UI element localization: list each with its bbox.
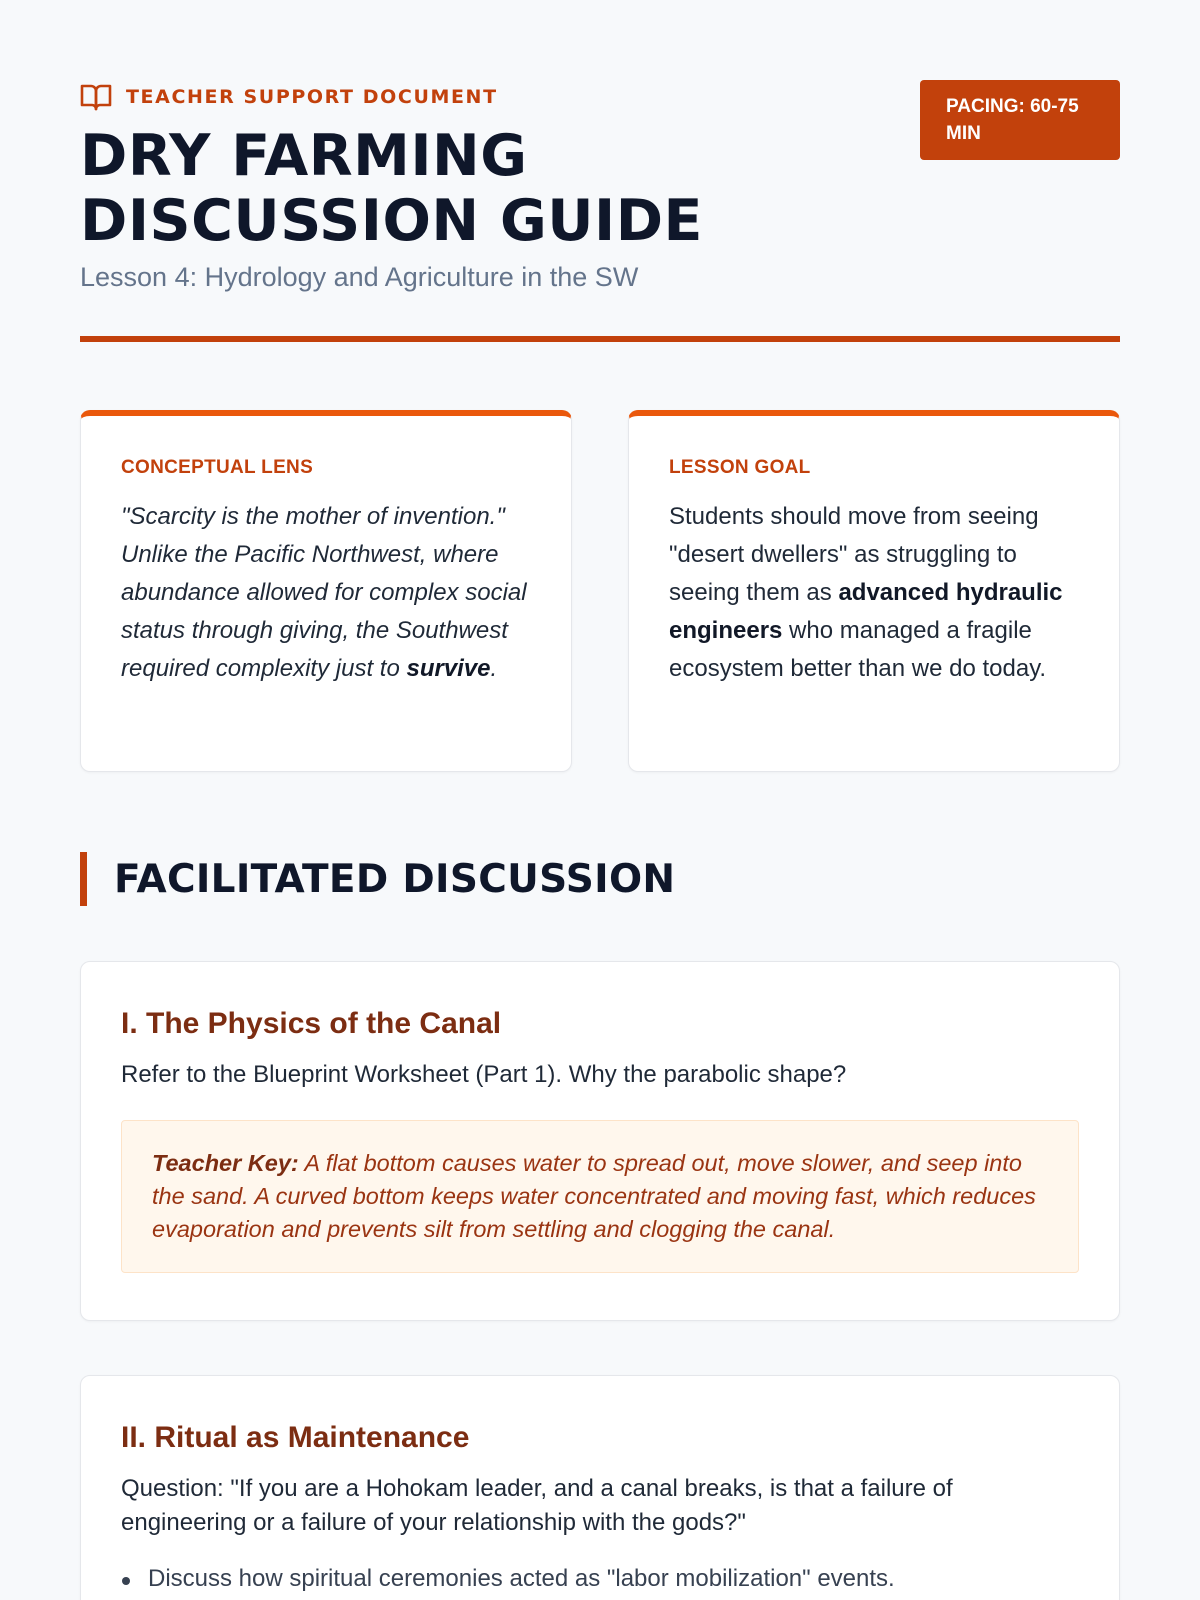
page-title: DRY FARMING DISCUSSION GUIDE (80, 123, 703, 254)
book-open-icon (80, 82, 112, 112)
goal-text-before: Students should move from seeing "desert dwellers" as struggling to seeing them as (669, 503, 1039, 606)
section-accent-bar (80, 852, 87, 906)
discussion-bullets (121, 1562, 1079, 1596)
goal-emphasis: advanced hydraulic engineers (669, 579, 1063, 644)
discussion-card-ritual (80, 1375, 1120, 1600)
discussion-prompt: Refer to the Blueprint Worksheet (Part 1). Why the parabolic shape? (121, 1061, 847, 1088)
header-divider (80, 336, 1120, 342)
document-header (80, 0, 1120, 342)
discussion-prompt: Question: "If you are a Hohokam leader, and a canal breaks, is that a failure of engineering or a failure of your relationship with the gods?" (121, 1475, 953, 1536)
conceptual-lens-card (80, 410, 572, 772)
lesson-goal-text (669, 498, 1079, 688)
overview-cards (80, 410, 1120, 772)
card-label: LESSON GOAL (669, 457, 811, 478)
discussion-title: II. Ritual as Maintenance (121, 1421, 470, 1454)
teacher-key-label: Teacher Key: (152, 1150, 299, 1176)
lens-text: "Scarcity is the mother of invention." Unlike the Pacific Northwest, where abundance allowed for complex social status through giving, the Southwest required complexity just to (121, 503, 527, 682)
discussion-title: I. The Physics of the Canal (121, 1007, 502, 1040)
section-title: FACILITATED DISCUSSION (114, 856, 676, 902)
lesson-goal-card (628, 410, 1120, 772)
list-item: Discuss how spiritual ceremonies acted as "labor mobilization" events. (121, 1562, 1079, 1596)
page-subtitle: Lesson 4: Hydrology and Agriculture in the SW (80, 262, 639, 292)
section-heading (80, 852, 1120, 906)
lens-after: . (490, 655, 498, 682)
lens-emphasis: survive (406, 655, 491, 682)
goal-text-after: who managed a fragile ecosystem better than we do today. (669, 617, 1047, 682)
teacher-key-text: A flat bottom causes water to spread out, move slower, and seep into the sand. A curved bottom keeps water concentrated and moving fast, which reduces evaporation and prevents silt from settling and clogging the canal. (152, 1150, 1036, 1242)
conceptual-lens-text (121, 498, 531, 688)
card-label: CONCEPTUAL LENS (121, 457, 314, 478)
teacher-key-box (121, 1120, 1079, 1273)
discussion-card-canal (80, 961, 1120, 1321)
eyebrow-label: TEACHER SUPPORT DOCUMENT (126, 86, 498, 108)
pacing-badge: PACING: 60-75 MIN (920, 80, 1120, 160)
